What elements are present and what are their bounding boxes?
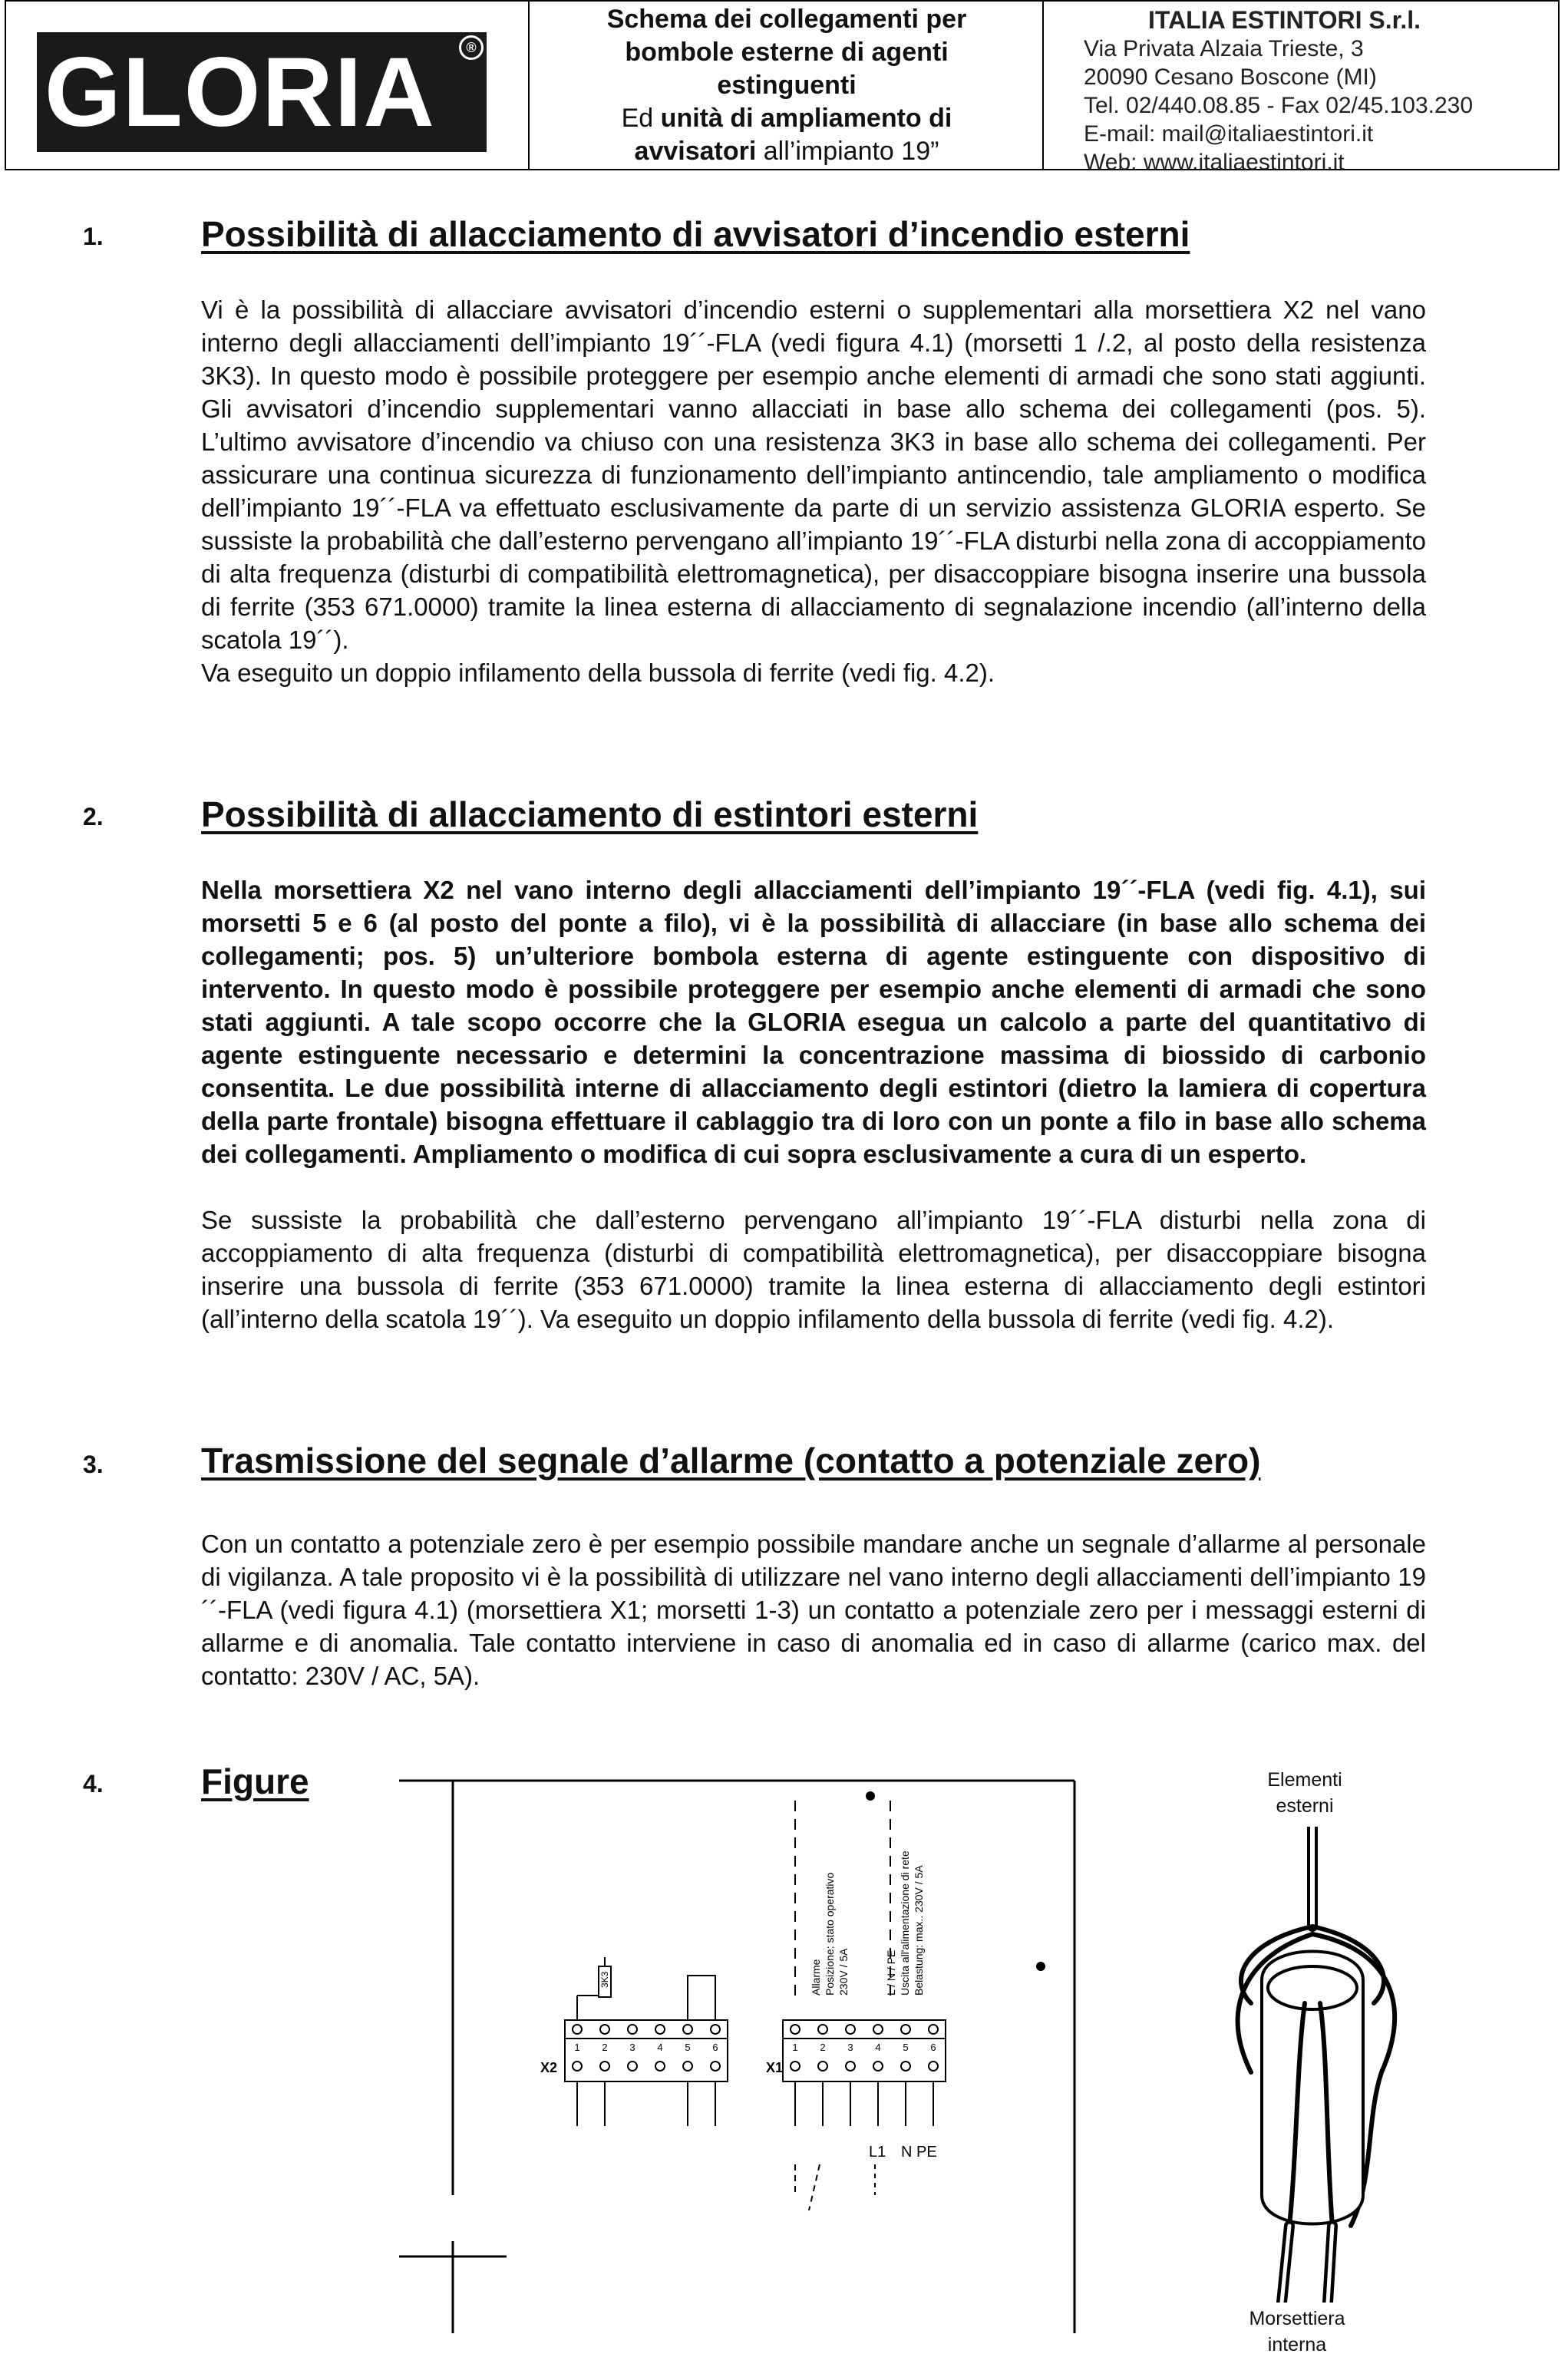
svg-text:6: 6 — [712, 2042, 718, 2053]
screw-icon — [1036, 1962, 1045, 1971]
ferrite-sleeve-figure — [1197, 1827, 1428, 2303]
company-address: Via Privata Alzaia Trieste, 3 — [1084, 36, 1364, 61]
logo-text: GLORIA — [45, 38, 436, 147]
section-1-body: Vi è la possibilità di allacciare avvisatori d’incendio esterni o supplementari alla morsettiera X2 nel vano interno degli allacciamenti dell’impianto 19´´-FLA (vedi figura 4.1) (morsetti 1 /.2, al posto della resistenza 3K3). In questo modo è possibile proteggere per esempio anche elementi di armadi che sono stati aggiunti. Gli avvisatori d’incendio supplementari vanno allacciati in base allo schema dei collegamenti (pos. 5). L’ultimo avvisatore d’incendio va chiuso con una resistenza 3K3 in base allo schema dei collegamenti. Per assicurare una continua sicurezza di funzionamento dell’impianto antincendio, tale ampliamento o modifica dell’impianto 19´´-FLA va effettuato esclusivamente da parte di un servizio assistenza GLORIA esperto. Se sussiste la probabilità che dall’esterno pervengano all’impianto 19´´-FLA disturbi nella zona di accoppiamento di alta frequenza (disturbi di compatibilità elettromagnetica), per disaccoppiare bisogna inserire una bussola di ferrite (353 671.0000) tramite la linea esterna di allacciamento di segnalazione incendio (all’interno della scatola 19´´). Va eseguito un doppio infilamento della bussola di ferrite (vedi fig. 4.2). — [201, 295, 1426, 687]
svg-text:4: 4 — [875, 2042, 881, 2053]
internal-terminal-label: Morsettiera interna — [1249, 2308, 1345, 2355]
svg-text:230V / 5A: 230V / 5A — [837, 1948, 850, 1996]
x2-terminal-screws — [573, 2025, 720, 2071]
section-3-body: Con un contatto a potenziale zero è per esempio possibile mandare anche un segnale d’allarme al personale di vigilanza. A tale proposito vi è la possibilità di utilizzare nel vano interno degli allacciamenti dell’impianto 19´´-FLA (vedi figura 4.1) (morsettiera X1; morsetti 1-3) un contatto a potenziale zero per i messaggi esterni di allarme e di anomalia. Tale contatto interviene in caso di anomalia ed in caso di allarme (carico max. del contatto: 230V / AC, 5A). — [201, 1530, 1426, 1690]
x2-label: X2 — [540, 2060, 558, 2075]
svg-text:3: 3 — [629, 2042, 635, 2053]
wiring-schematic-figure — [399, 1765, 1090, 2349]
x1-label: X1 — [766, 2060, 784, 2075]
terminal-block-x2 — [565, 1957, 728, 2126]
section-4-title: Figure — [201, 1761, 309, 1801]
svg-text:4: 4 — [657, 2042, 663, 2053]
section-2-body-bold: Nella morsettiera X2 nel vano interno degli allacciamenti dell’impianto 19´´-FLA (vedi fig. 4.1), sui morsetti 5 e 6 (al posto del ponte a filo), vi è la possibilità di allacciare (in base allo schema dei collegamenti; pos. 5) un’ulteriore bombola esterna di agente estinguente con dispositivo di intervento. In questo modo è possibile proteggere per esempio anche elementi di armadi che sono stati aggiunti. A tale scopo occorre che la GLORIA esegua un calcolo a parte del quantitativo di agente estinguente necessario e determini la concentrazione massima di biossido di carbonio consentita. Le due possibilità interne di allacciamento degli estintori (dietro la lamiera di copertura della parte frontale) bisogna effettuare il cablaggio tra di loro con un ponte a filo in base allo schema dei collegamenti. Ampliamento o modifica di cui sopra esclusivamente a cura di un esperto. — [201, 876, 1426, 1168]
ferrite-sleeve — [1262, 1952, 1363, 2224]
x1-vertical-labels — [810, 1850, 925, 1996]
svg-text:2: 2 — [820, 2042, 826, 2053]
x1-terminal-numbers — [792, 2042, 936, 2053]
x2-terminal-numbers — [574, 2042, 718, 2053]
section-2-title: Possibilità di allacciamento di estintori esterni — [201, 794, 979, 834]
company-email: E-mail: mail@italiaestintori.it — [1084, 121, 1374, 147]
svg-text:L1: L1 — [869, 2144, 886, 2161]
svg-text:N PE: N PE — [901, 2144, 937, 2161]
resistor-label: 3K3 — [599, 1971, 610, 1988]
screw-icon — [866, 1791, 875, 1801]
section-3-title: Trasmissione del segnale d’allarme (contatto a potenziale zero) — [201, 1441, 1261, 1481]
svg-text:5: 5 — [903, 2042, 909, 2053]
company-city: 20090 Cesano Boscone (MI) — [1084, 64, 1377, 90]
section-1-title: Possibilità di allacciamento di avvisatori d’incendio esterni — [201, 214, 1190, 254]
company-info — [1084, 6, 1544, 177]
svg-text:Belastung: max.. 230V / 5A: Belastung: max.. 230V / 5A — [913, 1865, 925, 1996]
external-elements-label: Elementi esterni — [1267, 1769, 1342, 1817]
power-terminal-labels — [869, 2144, 937, 2161]
document-title: Schema dei collegamenti per bombole esterne di agenti estinguenti Ed unità di ampliamento di avvisatori all’impianto 19” — [606, 5, 967, 166]
svg-text:3: 3 — [847, 2042, 853, 2053]
svg-text:L / N / PE: L / N / PE — [885, 1949, 897, 1996]
section-4-number: 4. — [83, 1770, 104, 1798]
company-name: ITALIA ESTINTORI S.r.l. — [1148, 6, 1421, 34]
registered-mark: ® — [459, 35, 484, 60]
company-web: Web: www.italiaestintori.it — [1084, 150, 1345, 175]
section-1-number: 1. — [83, 223, 104, 250]
svg-text:1: 1 — [574, 2042, 580, 2053]
company-phone: Tel. 02/440.08.85 - Fax 02/45.103.230 — [1084, 93, 1474, 118]
section-3-number: 3. — [83, 1451, 104, 1478]
svg-text:Allarme: Allarme — [810, 1959, 822, 1996]
svg-text:5: 5 — [685, 2042, 691, 2053]
svg-text:2: 2 — [602, 2042, 608, 2053]
section-2-number: 2. — [83, 803, 104, 830]
svg-text:Uscita all'alimentazione di re: Uscita all'alimentazione di rete — [899, 1850, 911, 1996]
svg-text:6: 6 — [930, 2042, 936, 2053]
section-2-body: Se sussiste la probabilità che dall’esterno pervengano all’impianto 19´´-FLA disturbi nella zona di accoppiamento di alta frequenza (disturbi di compatibilità elettromagnetica), per disaccoppiare bisogna inserire una bussola di ferrite (353 671.0000) tramite la linea esterna di allacciamento degli estintori (all’interno della scatola 19´´). Va eseguito un doppio infilamento della bussola di ferrite (vedi fig. 4.2). — [201, 1206, 1426, 1333]
svg-text:1: 1 — [792, 2042, 798, 2053]
svg-text:Posizione: stato operativo: Posizione: stato operativo — [824, 1872, 836, 1996]
